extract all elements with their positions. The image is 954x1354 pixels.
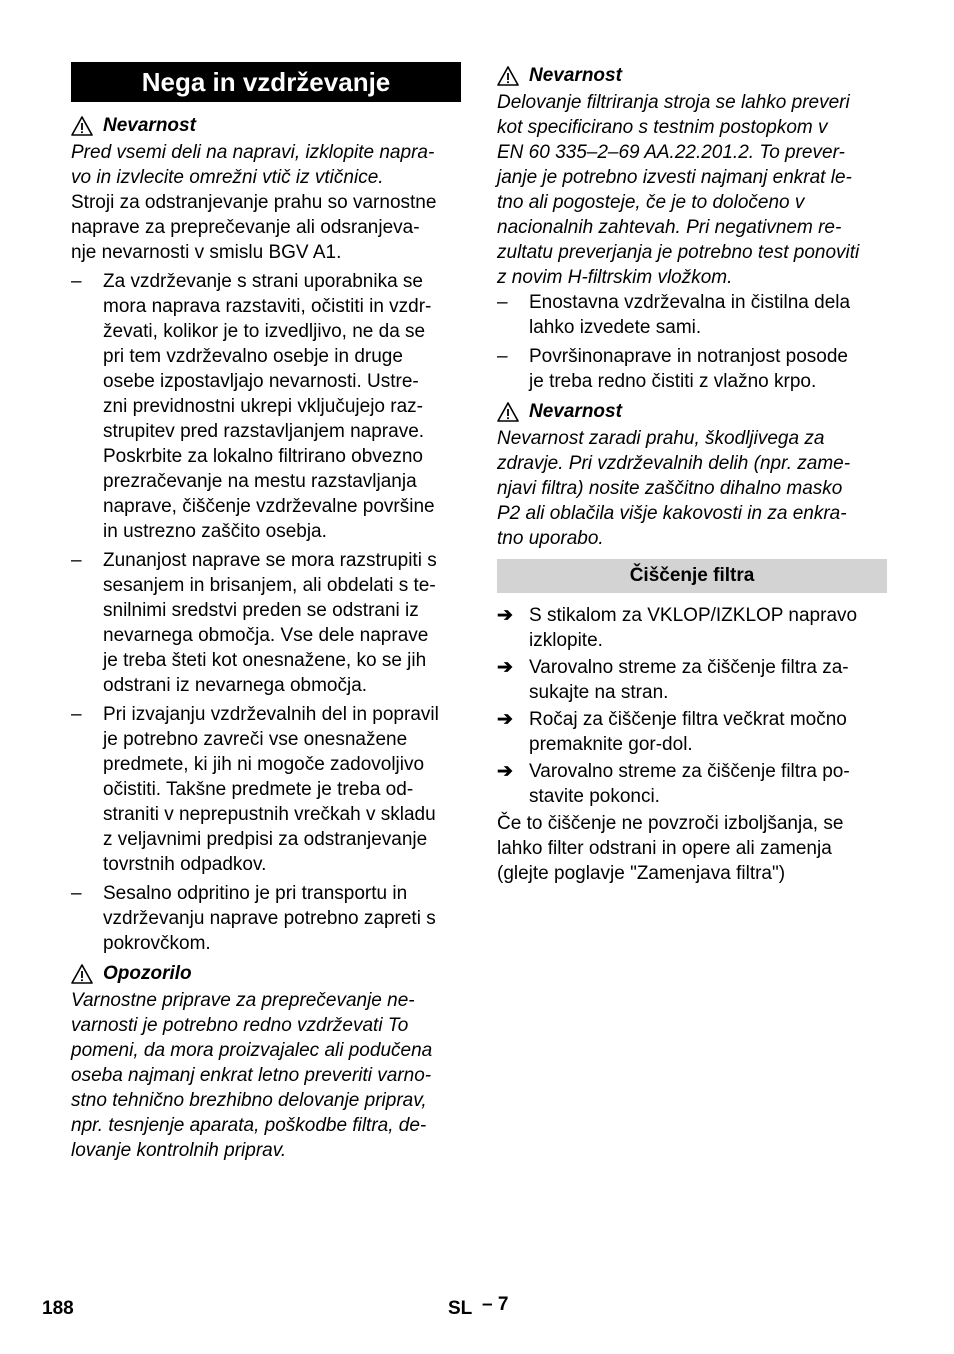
danger-label: Nevarnost (103, 115, 196, 136)
text-line: mora naprava razstaviti, očistiti in vzdr- (103, 296, 432, 317)
text-line: nevarnega območja. Vse dele naprave (103, 625, 429, 646)
text-line: pri tem vzdrževalno osebje in druge (103, 346, 403, 367)
arrow-right-icon: ➔ (497, 605, 513, 626)
text-line: predmete, ki jih ni mogoče zadovoljivo (103, 754, 425, 775)
text-line: Stroji za odstranjevanje prahu so varnostne (71, 192, 437, 213)
text-line: Če to čiščenje ne povzroči izboljšanja, se (497, 813, 844, 834)
body-text (71, 190, 461, 265)
dash-marker: – (497, 346, 508, 367)
dash-marker: – (497, 292, 508, 313)
text-line: varnosti je potrebno redno vzdrževati To (71, 1015, 409, 1036)
text-line: zni previdnostni ukrepi vključujejo raz- (103, 396, 423, 417)
danger-label: Nevarnost (529, 401, 622, 422)
text-line: ževati, kolikor je to izvedljivo, ne da se (103, 321, 426, 342)
text-line: lovanje kontrolnih priprav. (71, 1140, 287, 1161)
warning-triangle-icon (497, 402, 519, 422)
text-line: Varnostne priprave za preprečevanje ne- (71, 990, 415, 1011)
text-line: očistiti. Takšne predmete je treba od- (103, 779, 414, 800)
text-line: je treba šteti kot onesnažene, ko se jih (103, 650, 427, 671)
text-line: npr. tesnjenje aparata, poškodbe filtra, de- (71, 1115, 427, 1136)
danger-heading (497, 398, 887, 426)
danger-text (71, 140, 461, 190)
dash-marker: – (71, 271, 82, 292)
warning-label: Opozorilo (103, 963, 192, 984)
text-line: zultatu preverjanja je potrebno test ponoviti (497, 242, 860, 263)
text-line: pokrovčkom. (103, 933, 211, 954)
arrow-right-icon: ➔ (497, 657, 513, 678)
text-line: tovrstnih odpadkov. (103, 854, 267, 875)
text-line: je potrebno zavreči vse onesnažene (103, 729, 408, 750)
text-line: zdravje. Pri vzdrževalnih delih (npr. zame- (497, 453, 851, 474)
text-line: S stikalom za VKLOP/IZKLOP napravo (529, 605, 858, 626)
text-line: osebe izpostavljajo nevarnosti. Ustre- (103, 371, 419, 392)
text-line: nje nevarnosti v smislu BGV A1. (71, 242, 342, 263)
text-line: tno uporabo. (497, 528, 604, 549)
text-line: njavi filtra) nosite zaščitno dihalno masko (497, 478, 843, 499)
text-line: oseba najmanj enkrat letno preveriti varno- (71, 1065, 432, 1086)
text-line: nacionalnih zahtevah. Pri negativnem re- (497, 217, 842, 238)
arrow-right-icon: ➔ (497, 709, 513, 730)
danger-text (497, 426, 887, 551)
text-line: pomeni, da mora proizvajalec ali podučena (71, 1040, 433, 1061)
text-line: Delovanje filtriranja stroja se lahko preveri (497, 92, 850, 113)
warning-text (71, 988, 461, 1163)
text-line: lahko izvedete sami. (529, 317, 702, 338)
text-line: stno tehnično brezhibno delovanje priprav, (71, 1090, 427, 1111)
text-line: sesanjem in brisanjem, ali obdelati s te- (103, 575, 436, 596)
text-line: snilnimi sredstvi preden se odstrani iz (103, 600, 419, 621)
text-line: strupitev pred razstavljanjem naprave. (103, 421, 425, 442)
text-line: vzdrževanju naprave potrebno zapreti s (103, 908, 436, 929)
text-line: stavite pokonci. (529, 786, 660, 807)
text-line: vo in izvlecite omrežni vtič iz vtičnice. (71, 167, 384, 188)
list-item (497, 290, 887, 340)
text-line: kot specificirano s testnim postopkom v (497, 117, 828, 138)
text-line: odstrani iz nevarnega območja. (103, 675, 368, 696)
text-line: in ustrezno zaščito osebja. (103, 521, 327, 542)
text-line: straniti v neprepustnih vrečkah v skladu (103, 804, 436, 825)
section-page-number: – 7 (482, 1294, 509, 1315)
text-line: janje je potrebno izvesti najmanj enkrat le- (497, 167, 852, 188)
warning-triangle-icon (71, 964, 93, 984)
danger-label: Nevarnost (529, 65, 622, 86)
text-line: naprave za preprečevanje ali odsranjeva- (71, 217, 420, 238)
list-item (71, 269, 461, 544)
section-heading: Čiščenje filtra (497, 559, 887, 593)
step-item (497, 655, 887, 705)
arrow-right-icon: ➔ (497, 761, 513, 782)
page-title: Nega in vzdrževanje (71, 62, 461, 102)
dash-marker: – (71, 550, 82, 571)
text-line: naprave, čiščenje vzdrževalne površine (103, 496, 435, 517)
text-line: premaknite gor-dol. (529, 734, 693, 755)
list-item (497, 344, 887, 394)
text-line: sukajte na stran. (529, 682, 669, 703)
list-item (71, 881, 461, 956)
danger-text (497, 90, 887, 290)
warning-heading (71, 960, 461, 988)
text-line: Enostavna vzdrževalna in čistilna dela (529, 292, 851, 313)
text-line: Nevarnost zaradi prahu, škodljivega za (497, 428, 825, 449)
text-line: z novim H-filtrskim vložkom. (497, 267, 733, 288)
step-item (497, 759, 887, 809)
text-line: Sesalno odpritino je pri transportu in (103, 883, 408, 904)
text-line: lahko filter odstrani in opere ali zamenja (497, 838, 832, 859)
text-line: je treba redno čistiti z vlažno krpo. (529, 371, 817, 392)
text-line: EN 60 335–2–69 AA.22.201.2. To prever- (497, 142, 845, 163)
danger-heading (497, 62, 887, 90)
text-line: Ročaj za čiščenje filtra večkrat močno (529, 709, 847, 730)
danger-heading (71, 112, 461, 140)
text-line: Pri izvajanju vzdrževalnih del in popravil (103, 704, 439, 725)
page-number: 188 (42, 1298, 74, 1319)
text-line: Za vzdrževanje s strani uporabnika se (103, 271, 423, 292)
text-line: Varovalno streme za čiščenje filtra za- (529, 657, 849, 678)
text-line: Poskrbite za lokalno filtrirano obvezno (103, 446, 424, 467)
text-line: tno ali pogosteje, če je to določeno v (497, 192, 805, 213)
dash-marker: – (71, 704, 82, 725)
text-line: Površinonaprave in notranjost posode (529, 346, 848, 367)
text-line: z veljavnimi predpisi za odstranjevanje (103, 829, 428, 850)
text-line: (glejte poglavje "Zamenjava filtra") (497, 863, 786, 884)
left-column (71, 62, 461, 1163)
closing-text (497, 811, 887, 886)
text-line: prezračevanje na mestu razstavljanja (103, 471, 417, 492)
text-line: P2 ali oblačila višje kakovosti in za enkra- (497, 503, 847, 524)
right-column (497, 62, 887, 886)
step-item (497, 707, 887, 757)
text-line: Zunanjost naprave se mora razstrupiti s (103, 550, 437, 571)
text-line: izklopite. (529, 630, 603, 651)
step-item (497, 603, 887, 653)
warning-triangle-icon (71, 116, 93, 136)
list-item (71, 548, 461, 698)
language-code: SL (448, 1298, 473, 1319)
dash-marker: – (71, 883, 82, 904)
list-item (71, 702, 461, 877)
text-line: Varovalno streme za čiščenje filtra po- (529, 761, 850, 782)
text-line: Pred vsemi deli na napravi, izklopite napra- (71, 142, 435, 163)
warning-triangle-icon (497, 66, 519, 86)
